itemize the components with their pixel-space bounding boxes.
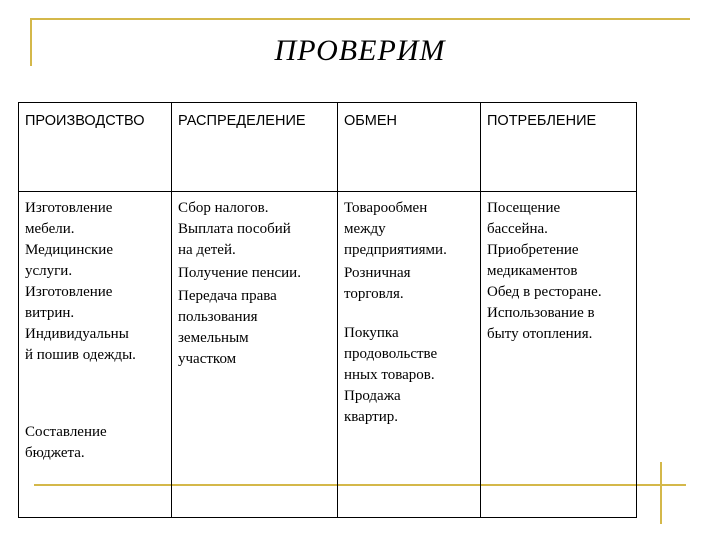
header-row — [19, 103, 637, 192]
cell-production — [19, 192, 172, 518]
decor-line-bottom-right — [660, 462, 662, 524]
production-line: услуги. — [25, 263, 73, 279]
economy-table — [18, 102, 637, 518]
consumption-line: быту отопления. — [487, 326, 593, 342]
consumption-line: Использование в — [487, 305, 595, 321]
header-production: ПРОИЗВОДСТВО — [19, 103, 172, 192]
consumption-line: медикаментов — [487, 263, 578, 279]
exchange-line: продовольстве — [344, 346, 438, 362]
header-distribution: РАСПРЕДЕЛЕНИЕ — [172, 103, 338, 192]
distribution-line: участком — [178, 351, 237, 367]
header-exchange: ОБМЕН — [338, 103, 481, 192]
exchange-line: Розничная — [344, 265, 411, 281]
production-extra-line: бюджета. — [25, 445, 85, 461]
production-line: витрин. — [25, 305, 75, 321]
content-row — [19, 192, 637, 518]
distribution-line: Сбор налогов. — [178, 200, 269, 216]
production-line: мебели. — [25, 221, 75, 237]
production-line: Медицинские — [25, 242, 113, 258]
exchange-line: торговля. — [344, 286, 404, 302]
distribution-line: земельным — [178, 330, 249, 346]
exchange-line: предприятиями. — [344, 242, 447, 258]
exchange-line: Покупка — [344, 325, 399, 341]
exchange-line: Продажа — [344, 388, 401, 404]
cell-distribution — [172, 192, 338, 518]
consumption-line: бассейна. — [487, 221, 548, 237]
slide-title: ПРОВЕРИМ — [274, 34, 446, 67]
exchange-line: Товарообмен — [344, 200, 428, 216]
consumption-line: Обед в ресторане. — [487, 284, 602, 300]
production-line: Индивидуальны — [25, 326, 129, 342]
distribution-line: Передача права — [178, 288, 277, 304]
consumption-line: Посещение — [487, 200, 561, 216]
exchange-line: нных товаров. — [344, 367, 435, 383]
exchange-line: между — [344, 221, 386, 237]
production-line: Изготовление — [25, 200, 113, 216]
production-line: Изготовление — [25, 284, 113, 300]
production-line: й пошив одежды. — [25, 347, 136, 363]
distribution-line: пользования — [178, 309, 258, 325]
distribution-line: на детей. — [178, 242, 236, 258]
decor-line-top — [30, 18, 690, 20]
header-consumption: ПОТРЕБЛЕНИЕ — [481, 103, 637, 192]
exchange-line: квартир. — [344, 409, 398, 425]
cell-exchange — [338, 192, 481, 518]
consumption-line: Приобретение — [487, 242, 579, 258]
distribution-line: Получение пенсии. — [178, 265, 301, 281]
cell-consumption — [481, 192, 637, 518]
production-extra-line: Составление — [25, 424, 107, 440]
distribution-line: Выплата пособий — [178, 221, 291, 237]
